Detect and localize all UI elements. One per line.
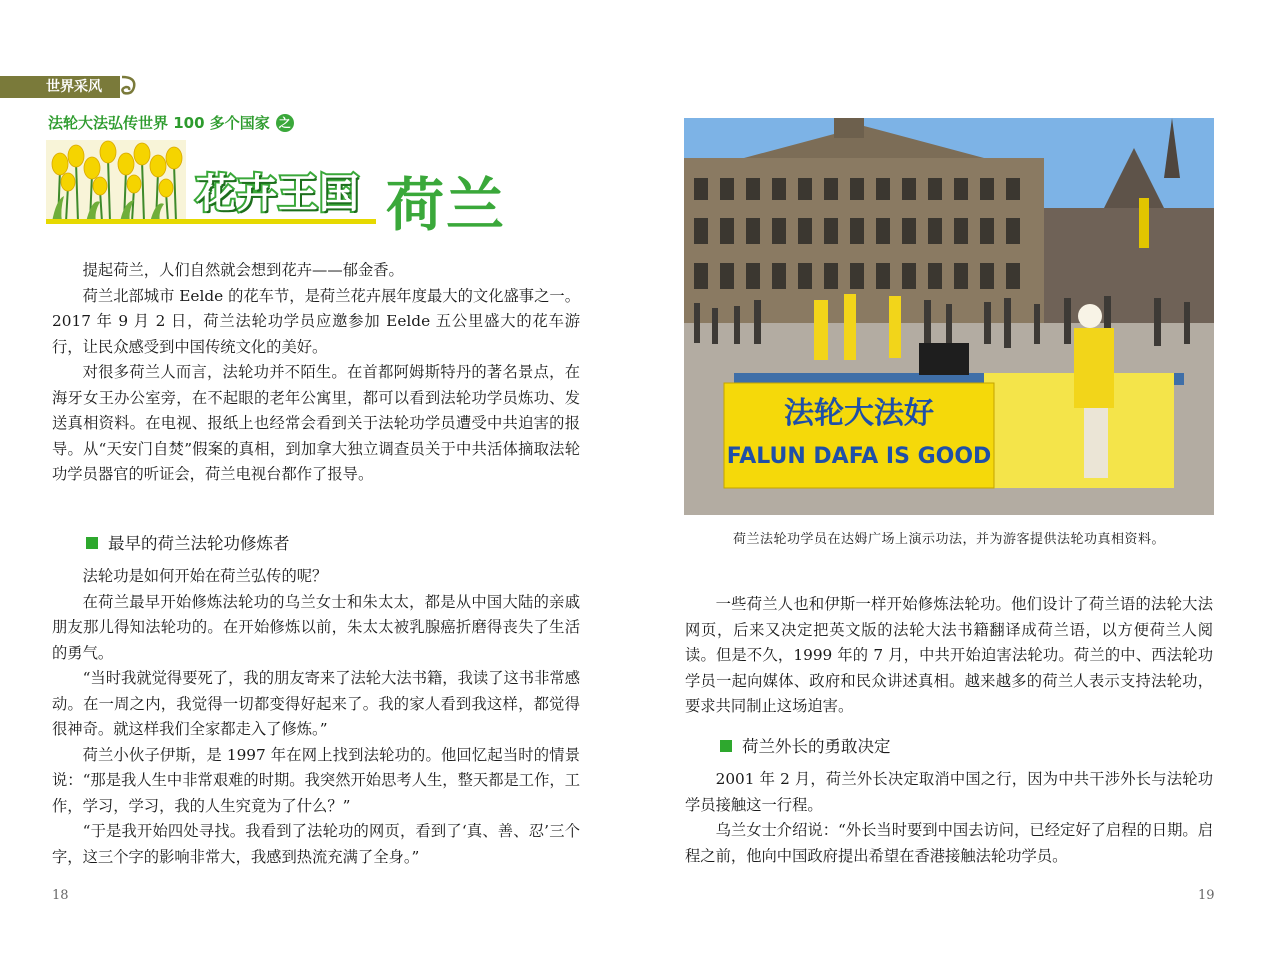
paragraph: 对很多荷兰人而言，法轮功并不陌生。在首都阿姆斯特丹的著名景点，在海牙女王办公室旁，在不起眼的老年公寓里，都可以看到法轮功学员炼功、发送真相资料。在电视、报纸上也经常会看到关于法轮功学员遭受中共迫害的报导。从“天安门自焚”假案的真相，到加拿大独立调查员关于中共活体摘取法轮功学员器官的听证会，荷兰电视台都作了报导。 [52, 363, 580, 483]
paragraph: 提起荷兰，人们自然就会想到花卉——郁金香。 [82, 261, 404, 279]
subhead-text: 最早的荷兰法轮功修炼者 [108, 534, 290, 553]
paragraph: 荷兰北部城市 Eelde 的花车节，是荷兰花卉展年度最大的文化盛事之一。2017 年 9 月 2 日，荷兰法轮功学员应邀参加 Eelde 五公里盛大的花车游行，让民众感受到中国传统文化的美好。 [52, 286, 580, 356]
intro-text [52, 258, 580, 488]
section-text [52, 564, 580, 870]
green-square-icon [720, 740, 732, 752]
subhead-text: 荷兰外长的勇敢决定 [742, 737, 891, 756]
section-tab [0, 76, 120, 98]
right-intro-text [685, 592, 1213, 720]
paragraph: 荷兰小伙子伊斯，是 1997 年在网上找到法轮功的。他回忆起当时的情景说：“那是我人生中非常艰难的时期。我突然开始思考人生，整天都是工作，工作，学习，学习，我的人生究竟为了什么？” [52, 745, 580, 815]
page-number-left: 18 [52, 888, 69, 903]
banner-english-text: FALUN DAFA IS GOOD [726, 444, 992, 469]
series-title [48, 112, 294, 133]
section-label: 世界采风 [46, 79, 102, 95]
tab-curl-ornament-icon [120, 75, 138, 99]
page-number-right: 19 [1198, 888, 1215, 903]
dam-square-photo [684, 118, 1214, 515]
right-section-text [685, 767, 1213, 869]
paragraph: “于是我开始四处寻找。我看到了法轮功的网页，看到了‘真、善、忍’三个字，这三个字的影响非常大，我感到热流充满了全身。” [52, 822, 580, 866]
subhead-foreign-minister [720, 733, 891, 757]
paragraph: “当时我就觉得要死了，我的朋友寄来了法轮大法书籍，我读了这书非常感动。在一周之内，我觉得一切都变得好起来了。我的家人看到我这样，都觉得很神奇。就这样我们全家都走入了修炼。” [52, 669, 580, 738]
series-title-text: 法轮大法弘传世界 100 多个国家 [48, 114, 270, 132]
tulips-image [46, 140, 186, 222]
title-main: 花卉王国 [196, 171, 360, 217]
paragraph: 乌兰女士介绍说：“外长当时要到中国去访问，已经定好了启程的日期。启程之前，他向中国政府提出希望在香港接触法轮功学员。 [685, 821, 1213, 865]
paragraph: 法轮功是如何开始在荷兰弘传的呢？ [82, 567, 328, 585]
banner-chinese-text: 法轮大法好 [784, 396, 934, 431]
photo-caption: 荷兰法轮功学员在达姆广场上演示功法，并为游客提供法轮功真相资料。 [732, 532, 1165, 547]
paragraph: 2001 年 2 月，荷兰外长决定取消中国之行，因为中共干涉外长与法轮功学员接触这一行程。 [685, 770, 1213, 814]
subhead-earliest-practitioners [86, 530, 290, 554]
green-square-icon [86, 537, 98, 549]
paragraph: 一些荷兰人也和伊斯一样开始修炼法轮功。他们设计了荷兰语的法轮大法网页，后来又决定把英文版的法轮大法书籍翻译成荷兰语，以方便荷兰人阅读。但是不久，1999 年的 7 月，中共开始迫害法轮功。荷兰的中、西法轮功学员一起向媒体、政府和民众讲述真相。越来越多的荷兰人表示支持法轮功，要求共同制止这场迫害。 [685, 595, 1213, 715]
paragraph: 在荷兰最早开始修炼法轮功的乌兰女士和朱太太，都是从中国大陆的亲戚朋友那儿得知法轮功的。在开始修炼以前，朱太太被乳腺癌折磨得丧失了生活的勇气。 [52, 592, 580, 662]
title-underline [46, 219, 376, 224]
left-page [0, 0, 632, 978]
title-country: 荷兰 [386, 171, 507, 239]
series-badge: 之 [276, 114, 294, 132]
